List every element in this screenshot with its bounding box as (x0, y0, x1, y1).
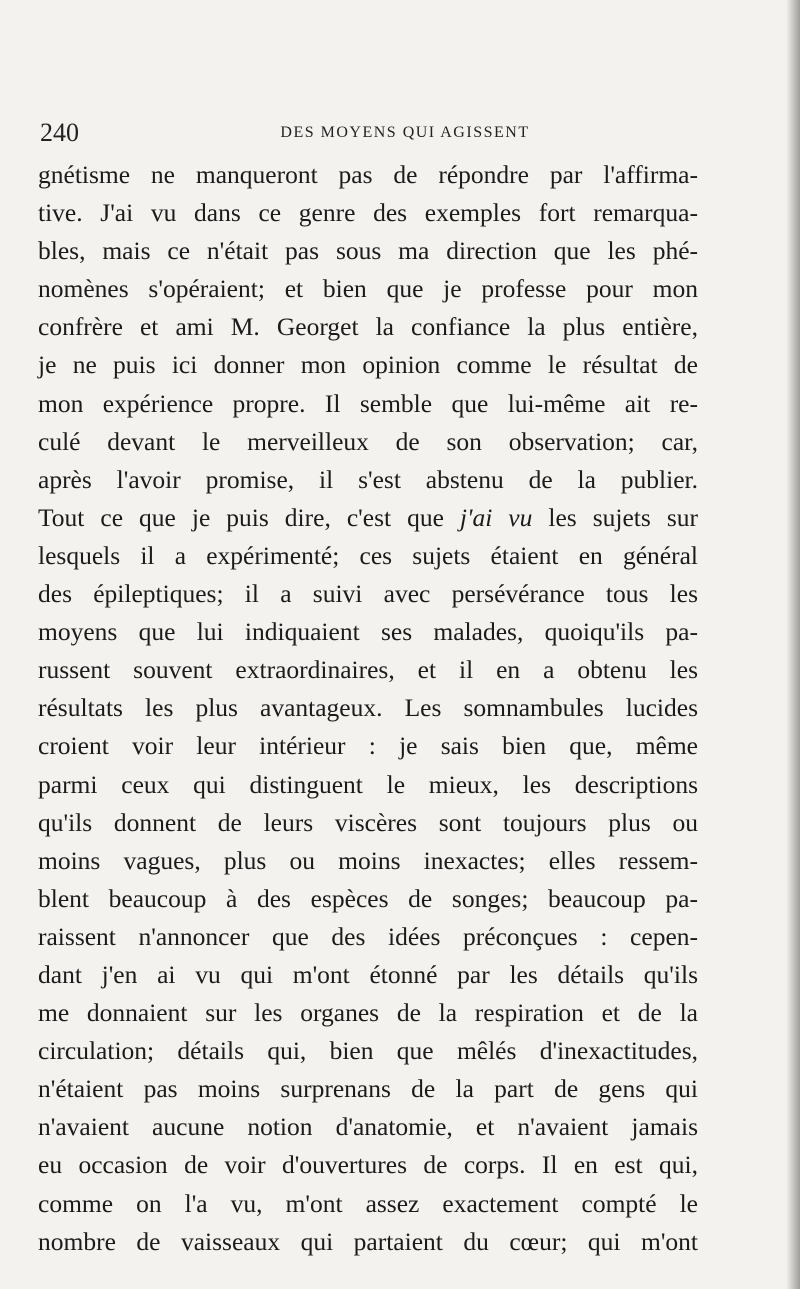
text-line: tive. J'ai vu dans ce genre des exemples fort remarqua- (38, 198, 698, 228)
text-line: blent beaucoup à des espèces de songes; beaucoup pa- (38, 883, 698, 913)
text-line: moins vagues, plus ou moins inexactes; elles ressem- (38, 845, 698, 875)
page-edge-shadow (786, 0, 800, 1289)
text-line: culé devant le merveilleux de son observation; car, (38, 426, 698, 456)
text-line: raissent n'annoncer que des idées préconçues : cepen- (38, 921, 698, 951)
text-line: eu occasion de voir d'ouvertures de corps. Il en est qui, (38, 1150, 698, 1180)
text-line: moyens que lui indiquaient ses malades, quoiqu'ils pa- (38, 617, 698, 647)
text-line: circulation; détails qui, bien que mêlés d'inexactitudes, (38, 1036, 698, 1066)
text-line: gnétisme ne manqueront pas de répondre par l'affirma- (38, 160, 698, 189)
body-text (38, 156, 698, 1261)
text-line: bles, mais ce n'était pas sous ma direction que les phé- (38, 236, 698, 266)
text-line: je ne puis ici donner mon opinion comme le résultat de (38, 350, 698, 380)
text-line: comme on l'a vu, m'ont assez exactement compté le (38, 1188, 698, 1218)
text-line: après l'avoir promise, il s'est abstenu de la publier. (38, 464, 698, 494)
text-line: parmi ceux qui distinguent le mieux, les descriptions (38, 769, 698, 799)
text-line: nombre de vaisseaux qui partaient du cœur; qui m'ont (38, 1226, 698, 1256)
text-line: nomènes s'opéraient; et bien que je professe pour mon (38, 274, 698, 304)
text-line: croient voir leur intérieur : je sais bien que, même (38, 731, 698, 761)
text-line: mon expérience propre. Il semble que lui-même ait re- (38, 388, 698, 418)
text-line: n'avaient aucune notion d'anatomie, et n'avaient jamais (38, 1112, 698, 1142)
page-header (40, 118, 700, 152)
text-line: russent souvent extraordinaires, et il en a obtenu les (38, 655, 698, 685)
text-line: dant j'en ai vu qui m'ont étonné par les détails qu'ils (38, 959, 698, 989)
running-head: DES MOYENS QUI AGISSENT (280, 124, 530, 141)
text-line: me donnaient sur les organes de la respiration et de la (38, 998, 698, 1028)
text-line-with-italic: Tout ce que je puis dire, c'est que j'ai vu les sujets sur (38, 502, 698, 532)
text-line: qu'ils donnent de leurs viscères sont toujours plus ou (38, 807, 698, 837)
text-line: confrère et ami M. Georget la confiance la plus entière, (38, 312, 698, 342)
text-line: n'étaient pas moins surprenans de la part de gens qui (38, 1074, 698, 1104)
page-number: 240 (40, 118, 79, 147)
text-line: des épileptiques; il a suivi avec persévérance tous les (38, 579, 698, 609)
text-line: lesquels il a expérimenté; ces sujets étaient en général (38, 540, 698, 570)
italic-phrase: j'ai vu (459, 502, 533, 532)
text-line: résultats les plus avantageux. Les somnambules lucides (38, 693, 698, 723)
